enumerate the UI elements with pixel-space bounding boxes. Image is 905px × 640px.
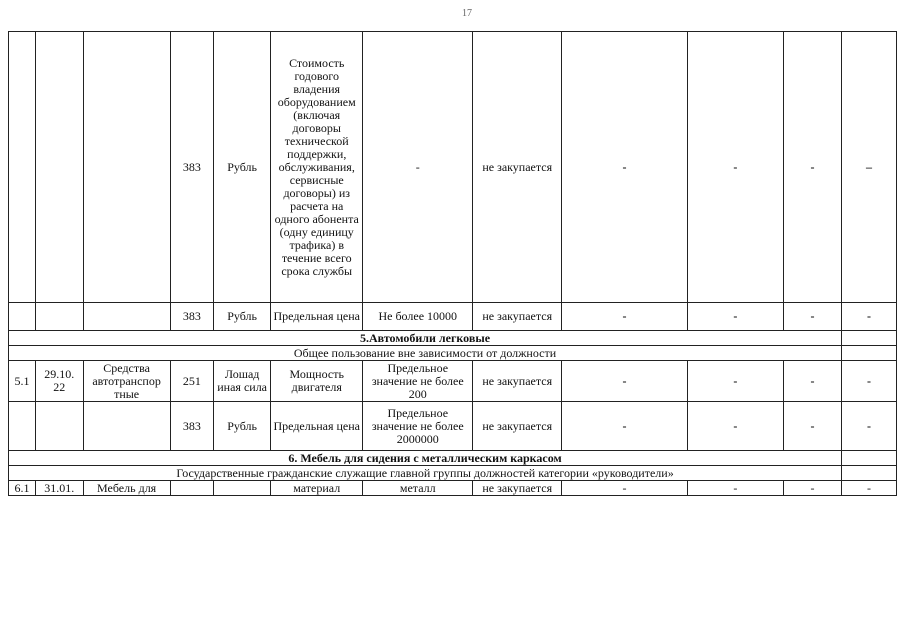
dash-cell: - bbox=[784, 32, 842, 303]
dash-cell: - bbox=[562, 361, 687, 402]
characteristic-cell: Мощность двигателя bbox=[271, 361, 363, 402]
section-header-row bbox=[9, 451, 897, 466]
value-cell: Предельное значение не более 2000000 bbox=[363, 402, 473, 451]
row-number-cell: 5.1 bbox=[9, 361, 36, 402]
item-name-cell bbox=[83, 303, 170, 331]
okpd-cell bbox=[35, 402, 83, 451]
dash-cell: – bbox=[842, 32, 897, 303]
item-name-cell bbox=[83, 402, 170, 451]
dash-cell: - bbox=[562, 402, 687, 451]
value-cell: металл bbox=[363, 481, 473, 496]
table-row bbox=[9, 361, 897, 402]
section-header-row bbox=[9, 331, 897, 346]
dash-cell: - bbox=[842, 303, 897, 331]
status-cell: не закупается bbox=[473, 361, 562, 402]
table-row bbox=[9, 32, 897, 303]
dash-cell: - bbox=[687, 402, 783, 451]
characteristic-cell: Предельная цена bbox=[271, 402, 363, 451]
row-number-cell bbox=[9, 303, 36, 331]
dash-cell: - bbox=[562, 481, 687, 496]
value-cell: - bbox=[363, 32, 473, 303]
okpd-cell: 31.01. bbox=[35, 481, 83, 496]
unit-name-cell: Лошад иная сила bbox=[214, 361, 271, 402]
table-row bbox=[9, 303, 897, 331]
unit-name-cell: Рубль bbox=[214, 32, 271, 303]
dash-cell: - bbox=[842, 402, 897, 451]
status-cell: не закупается bbox=[473, 481, 562, 496]
empty-cell bbox=[842, 331, 897, 346]
value-cell: Не более 10000 bbox=[363, 303, 473, 331]
empty-cell bbox=[842, 451, 897, 466]
okpd-cell bbox=[35, 32, 83, 303]
status-cell: не закупается bbox=[473, 402, 562, 451]
empty-cell bbox=[842, 346, 897, 361]
value-cell: Предельное значение не более 200 bbox=[363, 361, 473, 402]
dash-cell: - bbox=[784, 303, 842, 331]
unit-code-cell bbox=[170, 481, 214, 496]
table-row bbox=[9, 402, 897, 451]
row-number-cell bbox=[9, 402, 36, 451]
unit-code-cell: 383 bbox=[170, 402, 214, 451]
section-title: 5.Автомобили легковые bbox=[9, 331, 842, 346]
empty-cell bbox=[842, 466, 897, 481]
item-name-cell bbox=[83, 32, 170, 303]
row-number-cell: 6.1 bbox=[9, 481, 36, 496]
unit-code-cell: 251 bbox=[170, 361, 214, 402]
unit-name-cell bbox=[214, 481, 271, 496]
dash-cell: - bbox=[842, 481, 897, 496]
dash-cell: - bbox=[784, 361, 842, 402]
okpd-cell: 29.10. 22 bbox=[35, 361, 83, 402]
dash-cell: - bbox=[784, 481, 842, 496]
group-title: Государственные гражданские служащие главной группы должностей категории «руководители» bbox=[9, 466, 842, 481]
unit-code-cell: 383 bbox=[170, 303, 214, 331]
dash-cell: - bbox=[842, 361, 897, 402]
section-title: 6. Мебель для сидения с металлическим каркасом bbox=[9, 451, 842, 466]
dash-cell: - bbox=[562, 32, 687, 303]
row-number-cell bbox=[9, 32, 36, 303]
characteristic-cell: Стоимость годового владения оборудованием (включая договоры технической поддержки, обслуживания, сервисные договоры) из расчета на одного абонента (одну единицу трафика) в течение всего срока службы bbox=[271, 32, 363, 303]
table-row bbox=[9, 481, 897, 496]
unit-name-cell: Рубль bbox=[214, 303, 271, 331]
item-name-cell: Средства автотранспор тные bbox=[83, 361, 170, 402]
regulation-table bbox=[8, 31, 897, 496]
status-cell: не закупается bbox=[473, 32, 562, 303]
characteristic-cell: материал bbox=[271, 481, 363, 496]
group-header-row bbox=[9, 346, 897, 361]
dash-cell: - bbox=[687, 481, 783, 496]
page-number: 17 bbox=[462, 8, 472, 19]
group-header-row bbox=[9, 466, 897, 481]
dash-cell: - bbox=[687, 32, 783, 303]
unit-name-cell: Рубль bbox=[214, 402, 271, 451]
item-name-cell: Мебель для bbox=[83, 481, 170, 496]
characteristic-cell: Предельная цена bbox=[271, 303, 363, 331]
dash-cell: - bbox=[687, 361, 783, 402]
dash-cell: - bbox=[562, 303, 687, 331]
okpd-cell bbox=[35, 303, 83, 331]
unit-code-cell: 383 bbox=[170, 32, 214, 303]
dash-cell: - bbox=[687, 303, 783, 331]
status-cell: не закупается bbox=[473, 303, 562, 331]
dash-cell: - bbox=[784, 402, 842, 451]
group-title: Общее пользование вне зависимости от должности bbox=[9, 346, 842, 361]
